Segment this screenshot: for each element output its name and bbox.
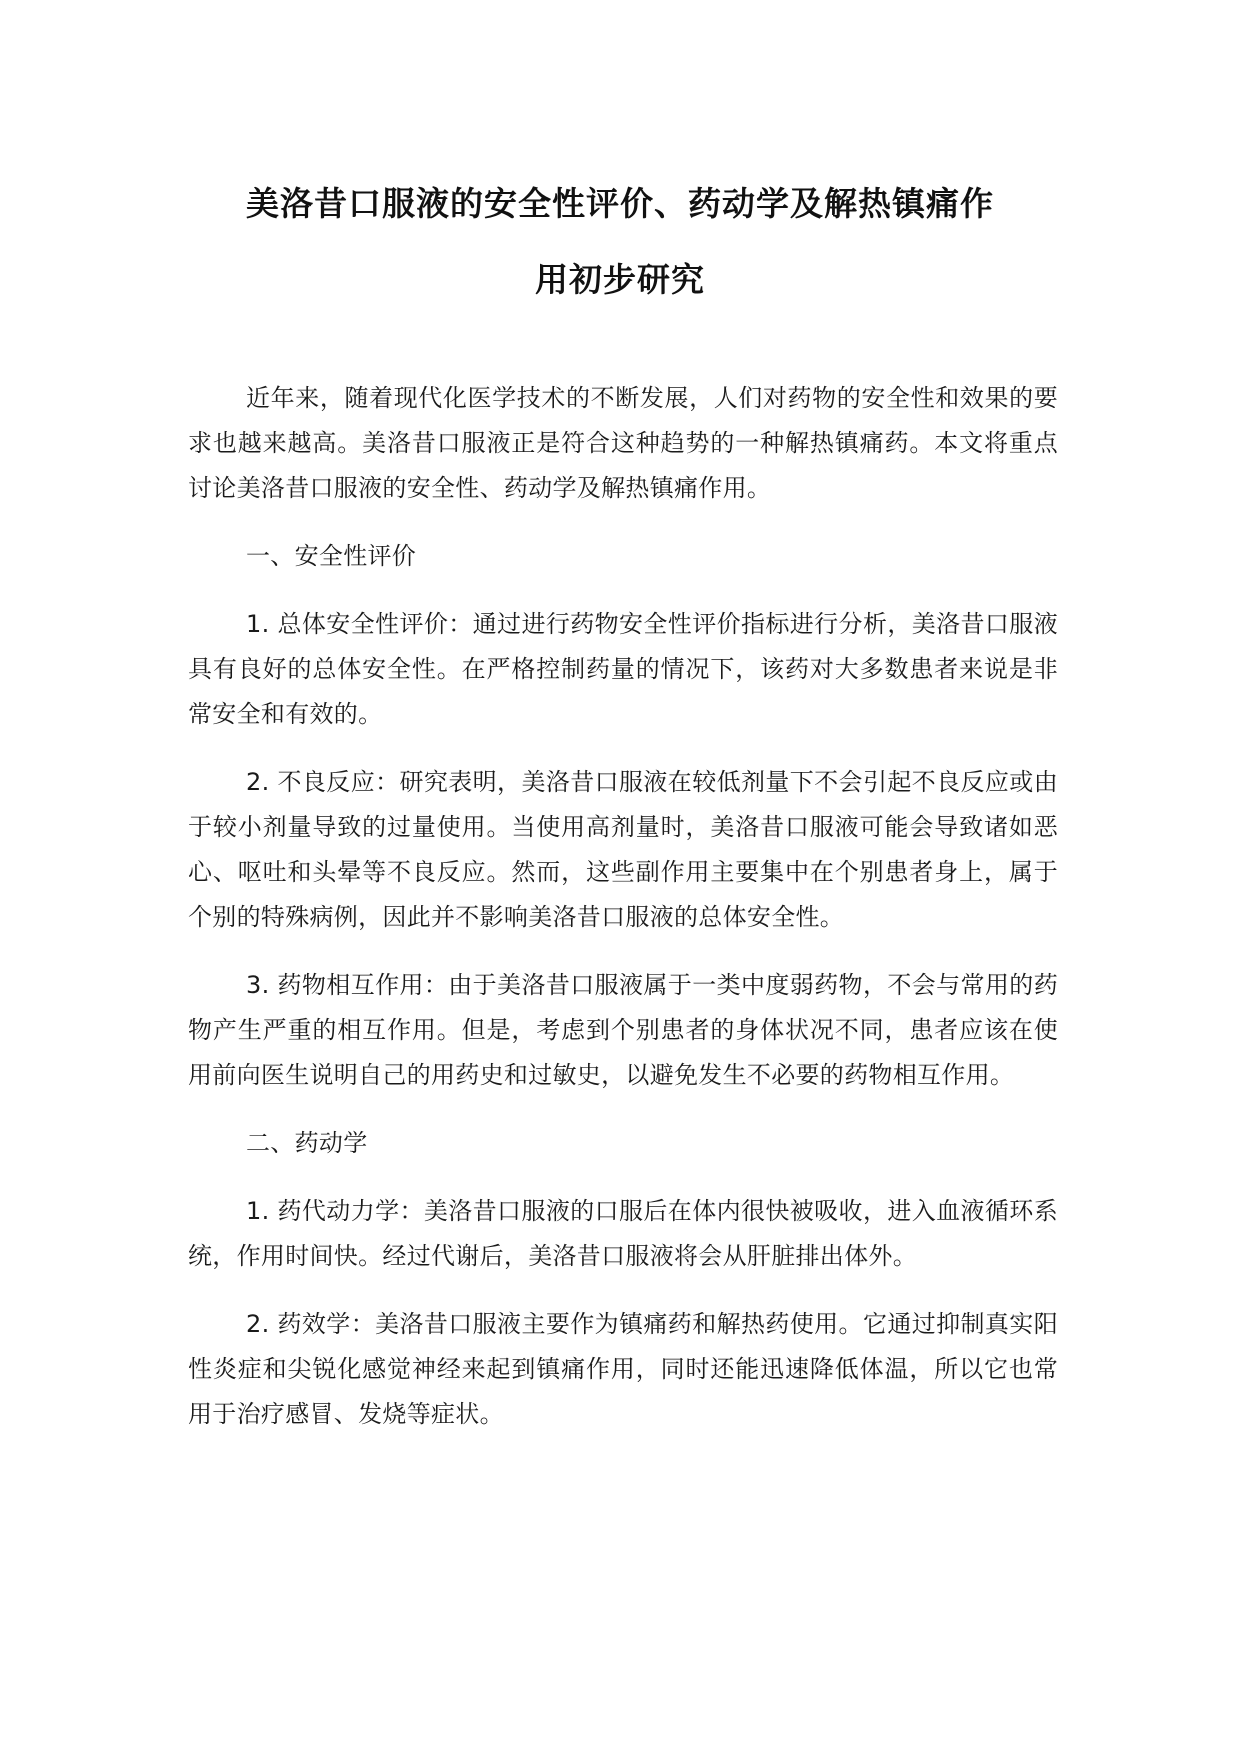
section-heading-pharmacokinetics: 二、药动学 — [246, 1129, 368, 1157]
document-body — [188, 376, 1058, 1460]
document-title — [190, 166, 1050, 318]
intro-paragraph: 近年来，随着现代化医学技术的不断发展，人们对药物的安全性和效果的要求也越来越高。美洛昔口服液正是符合这种趋势的一种解热镇痛药。本文将重点讨论美洛昔口服液的安全性、药动学及解热镇痛作用。 — [188, 384, 1058, 502]
safety-item-overall: 1. 总体安全性评价：通过进行药物安全性评价指标进行分析，美洛昔口服液具有良好的总体安全性。在严格控制药量的情况下，该药对大多数患者来说是非常安全和有效的。 — [188, 610, 1058, 728]
title-line-1: 美洛昔口服液的安全性评价、药动学及解热镇痛作 — [246, 184, 994, 223]
pk-item-kinetics: 1. 药代动力学：美洛昔口服液的口服后在体内很快被吸收，进入血液循环系统，作用时间快。经过代谢后，美洛昔口服液将会从肝脏排出体外。 — [188, 1197, 1058, 1270]
safety-item-adverse-reactions: 2. 不良反应：研究表明，美洛昔口服液在较低剂量下不会引起不良反应或由于较小剂量导致的过量使用。当使用高剂量时，美洛昔口服液可能会导致诸如恶心、呕吐和头晕等不良反应。然而，这些副作用主要集中在个别患者身上，属于个别的特殊病例，因此并不影响美洛昔口服液的总体安全性。 — [188, 768, 1058, 931]
section-heading-safety: 一、安全性评价 — [246, 542, 417, 570]
safety-item-drug-interactions: 3. 药物相互作用：由于美洛昔口服液属于一类中度弱药物，不会与常用的药物产生严重的相互作用。但是，考虑到个别患者的身体状况不同，患者应该在使用前向医生说明自己的用药史和过敏史，以避免发生不必要的药物相互作用。 — [188, 971, 1058, 1089]
title-line-2: 用初步研究 — [535, 260, 705, 299]
pk-item-pharmacodynamics: 2. 药效学：美洛昔口服液主要作为镇痛药和解热药使用。它通过抑制真实阳性炎症和尖锐化感觉神经来起到镇痛作用，同时还能迅速降低体温，所以它也常用于治疗感冒、发烧等症状。 — [188, 1310, 1058, 1428]
